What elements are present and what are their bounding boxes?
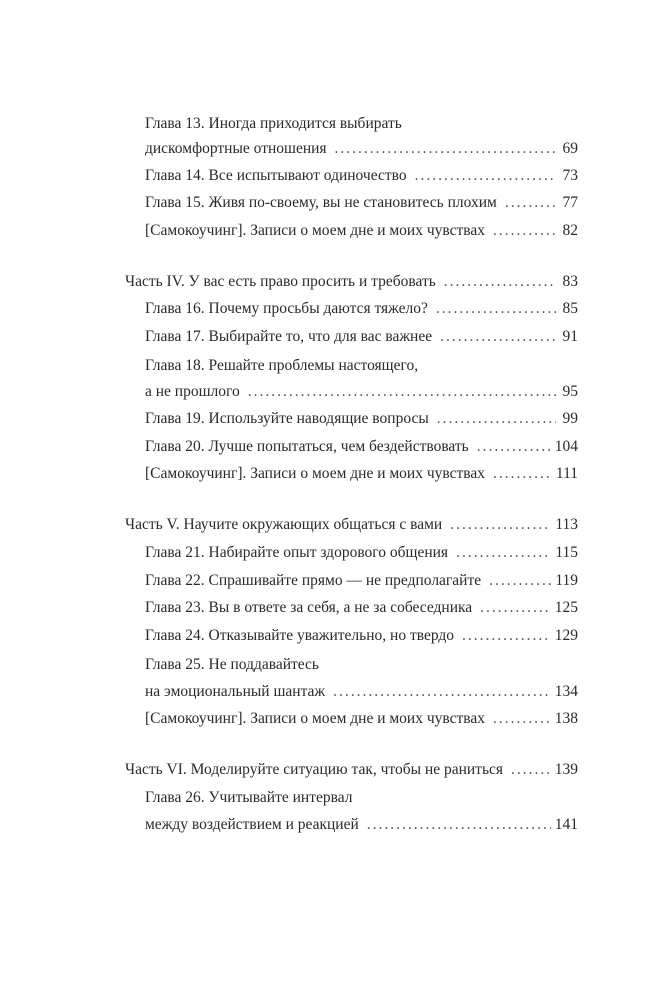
page-number: 69 (562, 140, 578, 157)
page-number: 139 (554, 761, 578, 778)
page-number: 119 (555, 572, 578, 589)
chapter-title: Глава 14. Все испытывают одиночество (145, 167, 407, 184)
page-number: 115 (555, 544, 578, 561)
chapter-title: Глава 24. Отказывайте уважительно, но твердо (145, 627, 455, 644)
dot-leader (493, 463, 552, 485)
toc-chapter-line (145, 381, 578, 403)
chapter-title: Глава 20. Лучше попытаться, чем бездействовать (145, 438, 469, 455)
dot-leader (436, 298, 556, 320)
page-number: 77 (562, 194, 578, 211)
toc-chapter-line (145, 298, 578, 320)
page-number: 85 (562, 300, 578, 317)
chapter-title: Глава 13. Иногда приходится выбирать (145, 115, 402, 132)
part-title: Часть V. Научите окружающих общаться с вами (125, 516, 443, 533)
toc-part-line (125, 759, 578, 781)
toc-chapter-line (145, 597, 578, 619)
dot-leader (333, 681, 551, 703)
page-number: 111 (555, 465, 578, 482)
page-number: 95 (562, 383, 578, 400)
dot-leader (248, 381, 556, 403)
chapter-title: Глава 22. Спрашивайте прямо — не предполагайте (145, 572, 482, 589)
page-number: 99 (562, 410, 578, 427)
chapter-title: на эмоциональный шантаж (145, 683, 326, 700)
chapter-title: Глава 23. Вы в ответе за себя, а не за собеседника (145, 599, 473, 616)
part-title: Часть VI. Моделируйте ситуацию так, чтобы не раниться (125, 761, 504, 778)
toc-chapter-line (145, 220, 578, 242)
page-number: 104 (554, 438, 578, 455)
dot-leader (335, 138, 556, 160)
toc-chapter-line (145, 708, 578, 730)
chapter-title: Глава 15. Живя по-своему, вы не становитесь плохим (145, 194, 497, 211)
dot-leader (505, 192, 556, 214)
chapter-title: дискомфортные отношения (145, 140, 327, 157)
page-number: 83 (562, 273, 578, 290)
dot-leader (456, 542, 551, 564)
toc-chapter-line (145, 814, 578, 836)
toc-part-line (125, 271, 578, 293)
dot-leader (477, 436, 551, 458)
chapter-title: Глава 26. Учитывайте интервал (145, 789, 353, 806)
chapter-title: Глава 21. Набирайте опыт здорового общения (145, 544, 449, 561)
part-title: Часть IV. У вас есть право просить и требовать (125, 273, 436, 290)
chapter-title: [Самокоучинг]. Записи о моем дне и моих чувствах (145, 222, 486, 239)
chapter-title: Глава 16. Почему просьбы даются тяжело? (145, 300, 428, 317)
chapter-title: Глава 18. Решайте проблемы настоящего, (145, 357, 419, 374)
toc-chapter-line (145, 326, 578, 348)
toc-chapter-line (145, 138, 578, 160)
chapter-title: а не прошлого (145, 383, 240, 400)
dot-leader (450, 514, 551, 536)
page-number: 82 (562, 222, 578, 239)
dot-leader (437, 408, 556, 430)
dot-leader (493, 220, 556, 242)
toc-chapter-line (145, 192, 578, 214)
page-number: 125 (554, 599, 578, 616)
page-number: 138 (554, 710, 578, 727)
dot-leader (367, 814, 551, 836)
dot-leader (489, 570, 551, 592)
dot-leader (440, 326, 556, 348)
dot-leader (511, 759, 551, 781)
dot-leader (493, 708, 551, 730)
toc-chapter-line (145, 165, 578, 187)
toc-chapter-line (145, 355, 418, 377)
page-number: 134 (554, 683, 578, 700)
toc-chapter-line (145, 463, 578, 485)
toc-chapter-line (145, 625, 578, 647)
toc-part-line (125, 514, 578, 536)
toc-chapter-line (145, 113, 402, 135)
dot-leader (480, 597, 551, 619)
toc-chapter-line (145, 542, 578, 564)
dot-leader (415, 165, 556, 187)
chapter-title: [Самокоучинг]. Записи о моем дне и моих чувствах (145, 465, 486, 482)
chapter-title: Глава 19. Используйте наводящие вопросы (145, 410, 429, 427)
page-number: 141 (554, 816, 578, 833)
page-number: 91 (562, 328, 578, 345)
toc-chapter-line (145, 408, 578, 430)
chapter-title: Глава 17. Выбирайте то, что для вас важнее (145, 328, 433, 345)
toc-chapter-line (145, 681, 578, 703)
dot-leader (444, 271, 556, 293)
chapter-title: [Самокоучинг]. Записи о моем дне и моих чувствах (145, 710, 486, 727)
page-number: 129 (554, 627, 578, 644)
chapter-title: между воздействием и реакцией (145, 816, 359, 833)
toc-chapter-line (145, 570, 578, 592)
page-number: 113 (555, 516, 578, 533)
dot-leader (462, 625, 551, 647)
page-number: 73 (562, 167, 578, 184)
toc-chapter-line (145, 436, 578, 458)
chapter-title: Глава 25. Не поддавайтесь (145, 656, 320, 673)
toc-chapter-line (145, 787, 352, 809)
toc-chapter-line (145, 654, 319, 676)
